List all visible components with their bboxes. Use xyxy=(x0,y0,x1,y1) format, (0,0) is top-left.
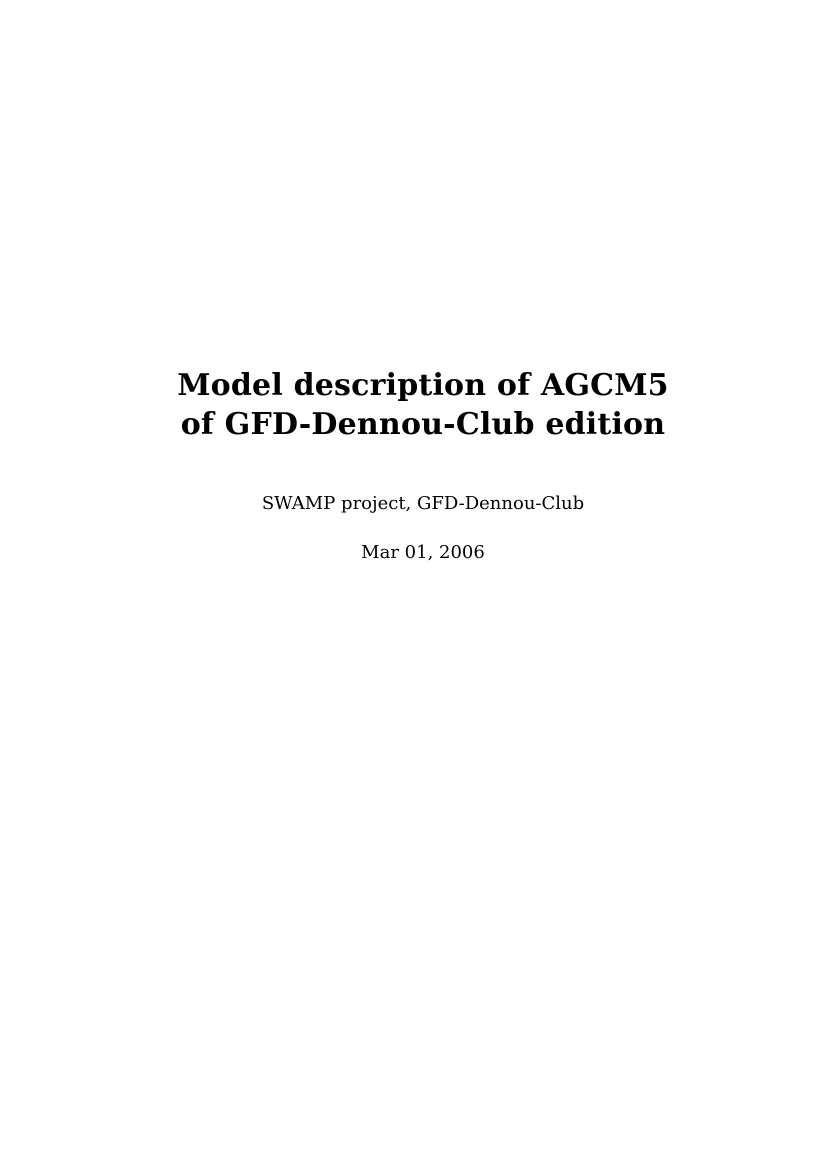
document-title-line-2: of GFD-Dennou-Club edition xyxy=(180,407,666,442)
document-title-line-1: Model description of AGCM5 xyxy=(177,368,669,403)
document-title xyxy=(10,366,826,444)
document-date: Mar 01, 2006 xyxy=(361,542,485,563)
document-author: SWAMP project, GFD-Dennou-Club xyxy=(261,493,585,514)
